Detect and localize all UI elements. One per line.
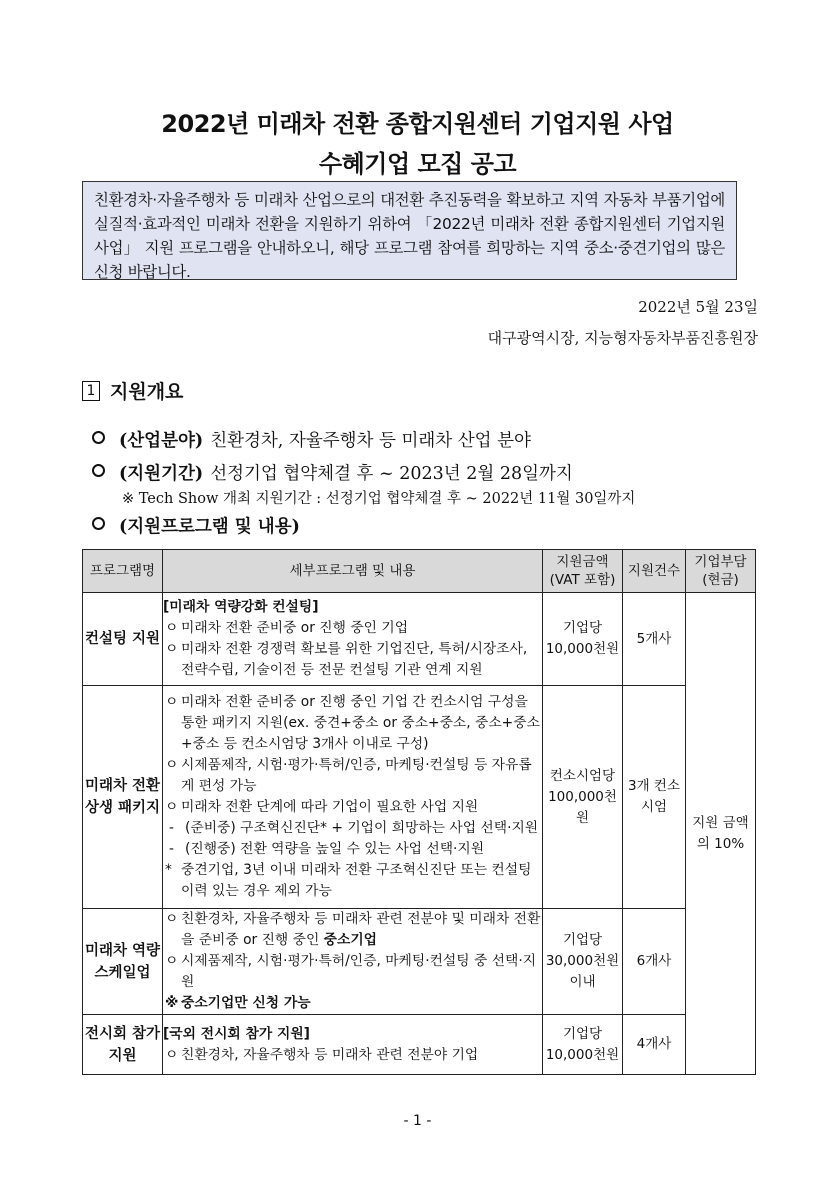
header-detail: 세부프로그램 및 내용 (163, 550, 543, 593)
support-amount: 컨소시엄당 100,000천원 (543, 686, 623, 909)
program-name: 미래차 역량 스케일업 (83, 909, 163, 1015)
detail-item: ㅇ 미래차 전환 경쟁력 확보를 위한 기업진단, 특허/시장조사, 전략수립, 기술이전 등 전문 컨설팅 기관 연계 지원 (165, 641, 528, 678)
circle-bullet-icon (92, 464, 105, 477)
detail-subitem: - (준비중) 구조혁신진단* + 기업이 희망하는 사업 선택·지원 (169, 820, 539, 836)
bullet-label: (지원프로그램 및 내용) (119, 517, 300, 537)
table-header-row (83, 550, 756, 593)
program-detail (163, 686, 543, 909)
announcement-date: 2022년 5월 23일 (638, 298, 758, 316)
bullet-industry (92, 427, 531, 452)
support-count: 6개사 (623, 909, 686, 1015)
support-count: 3개 컨소시엄 (623, 686, 686, 909)
bullet-text: 친환경차, 자율주행차 등 미래차 산업 분야 (210, 431, 531, 451)
detail-item: ㅇ 친환경차, 자율주행차 등 미래차 관련 전분야 기업 (165, 1046, 479, 1063)
detail-notice: ※ 중소기업만 신청 가능 (165, 995, 311, 1011)
detail-item: ㅇ 친환경차, 자율주행차 등 미래차 관련 전분야 및 미래차 전환을 준비중 or 진행 중인 중소기업 (165, 911, 541, 948)
table-row (83, 1015, 756, 1075)
support-amount: 기업당 10,000천원 (543, 593, 623, 686)
section-number: 1 (82, 381, 100, 401)
support-amount: 기업당 10,000천원 (543, 1015, 623, 1075)
document-subtitle: 수혜기업 모집 공고 (318, 150, 517, 178)
bullet-period (92, 460, 573, 485)
program-heading: [미래차 역량강화 컨설팅] (163, 599, 319, 615)
program-heading: [국외 전시회 참가 지원] (163, 1025, 310, 1042)
support-count: 4개사 (623, 1015, 686, 1075)
table-row (83, 593, 756, 686)
detail-footnote: * 중견기업, 3년 이내 미래차 전환 구조혁신진단 또는 컨설팅 이력 있는 경우 제외 가능 (165, 862, 532, 899)
program-detail (163, 909, 543, 1015)
header-burden: 기업부담 (현금) (686, 550, 756, 593)
support-amount: 기업당 30,000천원 이내 (543, 909, 623, 1015)
detail-item: ㅇ 미래차 전환 준비중 or 진행 중인 기업 (165, 620, 409, 636)
document-title: 2022년 미래차 전환 종합지원센터 기업지원 사업 (161, 110, 674, 138)
period-note: ※ Tech Show 개최 지원기간 : 선정기업 협약체결 후 ~ 2022년 11월 30일까지 (122, 491, 636, 507)
intro-box: 친환경차·자율주행차 등 미래차 산업으로의 대전환 추진동력을 확보하고 지역 자동차 부품기업에 실질적·효과적인 미래차 전환을 지원하기 위하여 「2022년 미래차 전환 종합지원센터 기업지원 사업」 지원 프로그램을 안내하오니, 해당 프로그램 참여를 희망하는 지역 중소·중견기업의 많은 신청 바랍니다. (82, 181, 737, 280)
company-burden: 지원 금액의 10% (686, 593, 756, 1075)
bullet-label: (산업분야) (119, 431, 204, 451)
detail-item: ㅇ 시제품제작, 시험·평가·특허/인증, 마케팅·컨설팅 중 선택·지원 (165, 953, 537, 990)
issuing-organization: 대구광역시장, 지능형자동차부품진흥원장 (487, 329, 758, 347)
bullet-programs (92, 513, 307, 538)
section-title: 지원개요 (110, 381, 184, 403)
detail-subitem: - (진행중) 전환 역량을 높일 수 있는 사업 선택·지원 (169, 841, 485, 857)
program-name: 컨설팅 지원 (83, 593, 163, 686)
header-amount: 지원금액 (VAT 포함) (543, 550, 623, 593)
support-count: 5개사 (623, 593, 686, 686)
header-program-name: 프로그램명 (83, 550, 163, 593)
program-detail (163, 1015, 543, 1075)
program-name: 미래차 전환 상생 패키지 (83, 686, 163, 909)
table-row (83, 686, 756, 909)
detail-item: ㅇ 시제품제작, 시험·평가·특허/인증, 마케팅·컨설팅 등 자유롭게 편성 가능 (165, 757, 532, 794)
table-row (83, 909, 756, 1015)
circle-bullet-icon (92, 431, 105, 444)
page-number: - 1 - (403, 1113, 432, 1129)
section-header (82, 377, 183, 404)
program-name: 전시회 참가 지원 (83, 1015, 163, 1075)
detail-item: ㅇ 미래차 전환 단계에 따라 기업이 필요한 사업 지원 (165, 799, 479, 815)
bullet-label: (지원기간) (119, 464, 204, 484)
bullet-text: 선정기업 협약체결 후 ~ 2023년 2월 28일까지 (210, 464, 573, 484)
program-detail (163, 593, 543, 686)
program-table (82, 549, 756, 1075)
header-count: 지원건수 (623, 550, 686, 593)
circle-bullet-icon (92, 517, 105, 530)
detail-item: ㅇ 미래차 전환 준비중 or 진행 중인 기업 간 컨소시엄 구성을 통한 패키지 지원(ex. 중견+중소 or 중소+중소, 중소+중소+중소 등 컨소시엄당 3개사 이내로 구성) (165, 694, 540, 752)
